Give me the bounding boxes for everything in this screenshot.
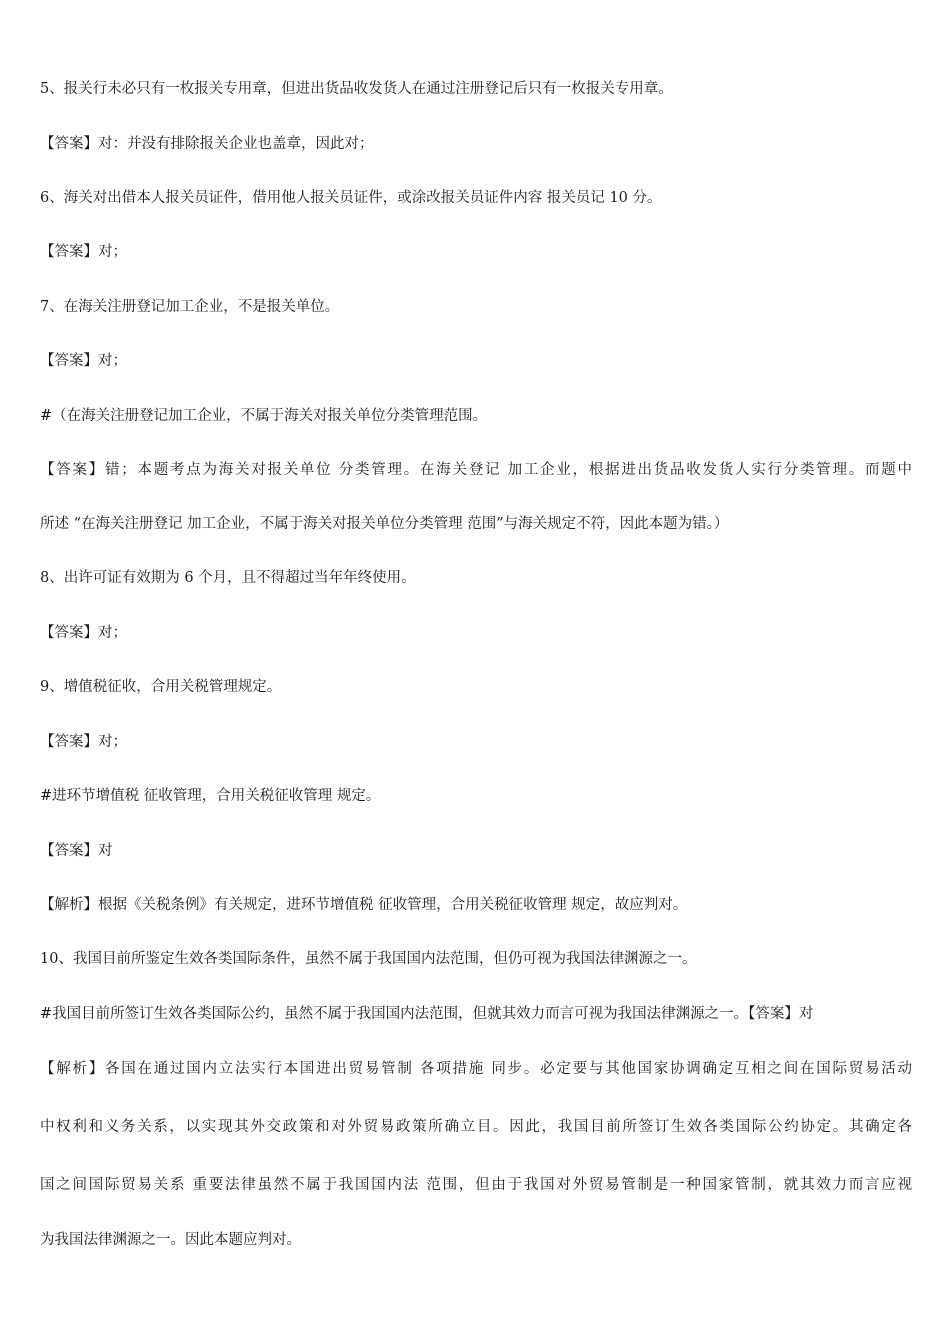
analysis-10-line-2: 中权利和义务关系，以实现其外交政策和对外贸易政策所确立目。因此，我国目前所签订生效各类国际公约协定。其确定各: [40, 1119, 912, 1135]
answer-9-variant: 【答案】对: [40, 843, 113, 859]
analysis-10-line-1: 【解析】各国在通过国内立法实行本国进出贸易管制 各项措施 同步。必定要与其他国家协调确定互相之间在国际贸易活动: [40, 1061, 912, 1077]
question-9: 9、增值税征收，合用关税管理规定。: [40, 679, 282, 695]
question-10-variant: #我国目前所签订生效各类国际公约，虽然不属于我国国内法范围，但就其效力而言可视为我国法律渊源之一。【答案】对: [40, 1006, 814, 1022]
question-10: 10、我国目前所鉴定生效各类国际条件，虽然不属于我国国内法范围，但仍可视为我国法律渊源之一。: [40, 951, 697, 967]
analysis-10-line-4: 为我国法律渊源之一。因此本题应判对。: [40, 1232, 301, 1248]
analysis-10-line-3: 国之间国际贸易关系 重要法律虽然不属于我国国内法 范围，但由于我国对外贸易管制是一种国家管制，就其效力而言应视: [40, 1177, 912, 1193]
answer-6: 【答案】对；: [40, 244, 127, 260]
answer-7-variant-line-2: 所述 “在海关注册登记 加工企业，不属于海关对报关单位分类管理 范围”与海关规定不符，因此本题为错。）: [40, 516, 729, 532]
question-7-variant: #（在海关注册登记加工企业，不属于海关对报关单位分类管理范围。: [40, 408, 488, 424]
answer-7-variant-line-1: 【答案】错；本题考点为海关对报关单位 分类管理。在海关登记 加工企业，根据进出货品收发货人实行分类管理。而题中: [40, 462, 912, 478]
question-5: 5、报关行未必只有一枚报关专用章，但进出货品收发货人在通过注册登记后只有一枚报关专用章。: [40, 81, 673, 97]
answer-8: 【答案】对；: [40, 625, 127, 641]
question-6: 6、海关对出借本人报关员证件，借用他人报关员证件，或涂改报关员证件内容 报关员记 10 分。: [40, 190, 662, 206]
question-9-variant: #进环节增值税 征收管理，合用关税征收管理 规定。: [40, 788, 381, 804]
question-8: 8、出许可证有效期为 6 个月，且不得超过当年年终使用。: [40, 570, 416, 586]
answer-5: 【答案】对：并没有排除报关企业也盖章，因此对；: [40, 136, 374, 152]
answer-9: 【答案】对；: [40, 734, 127, 750]
answer-7: 【答案】对；: [40, 353, 127, 369]
question-7: 7、在海关注册登记加工企业，不是报关单位。: [40, 299, 340, 315]
analysis-9: 【解析】根据《关税条例》有关规定，进环节增值税 征收管理，合用关税征收管理 规定，故应判对。: [40, 897, 688, 913]
